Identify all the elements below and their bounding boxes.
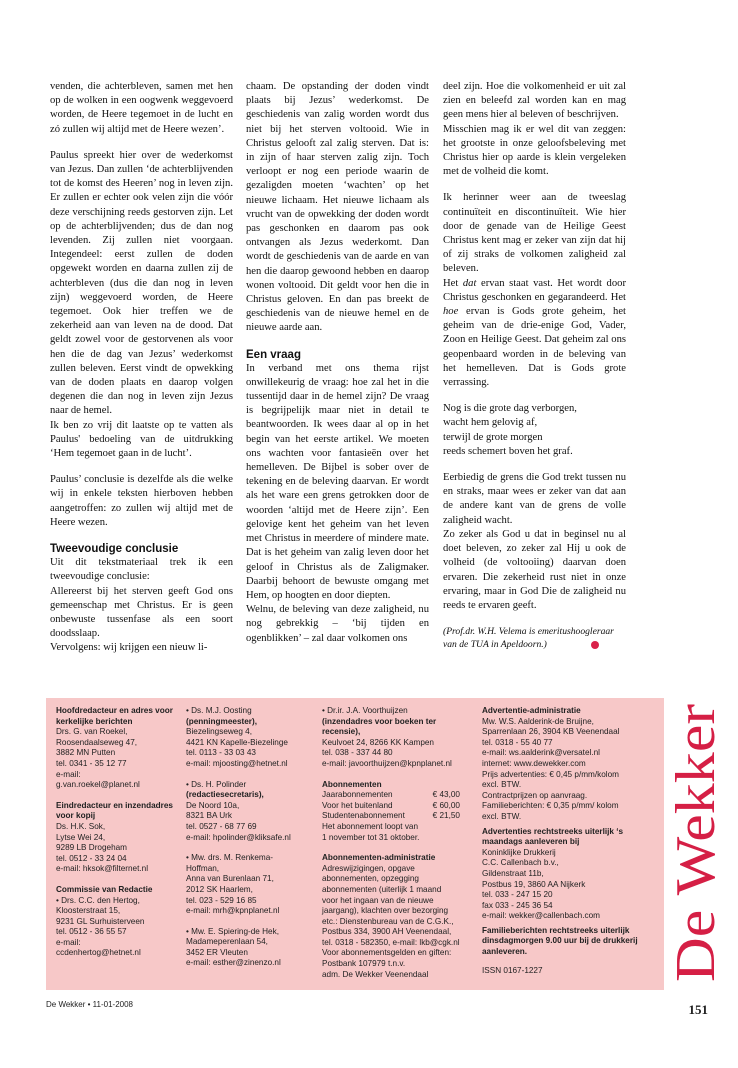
colophon-line: Keulvoet 24, 8266 KK Kampen <box>322 737 434 747</box>
price-value: € 60,00 <box>432 800 460 810</box>
colophon-line: Contractprijzen op aanvraag. <box>482 790 588 800</box>
colophon-email[interactable]: ccdenhertog@hetnet.nl <box>56 948 141 958</box>
colophon-block <box>186 853 316 917</box>
paragraph: Ik ben zo vrij dit laatste op te vatten als Paulus' bedoeling van de uitdrukking ‘Hem tegemoet gaan in de lucht’. <box>50 419 233 460</box>
colophon-column-4 <box>482 706 660 986</box>
paragraph: deel zijn. Hoe die volkomenheid er uit zal zien en beleefd zal worden kan en mag geen mens hier al beleven of beschrijven. <box>443 81 626 121</box>
paragraph: Zo zeker als God u dat in beginsel nu al doet beleven, zo zeker zal Hij u ook de volheid (de voltooiing) daarvan doen ervaren. Die zekerheid rust niet in onze ervaring, maar in God Die de zaligheid nu reeds te ervaren geeft. <box>443 528 626 611</box>
paragraph: In verband met ons thema rijst onwillekeurig de vraag: hoe zal het in die tussentijd daar in de hemel zijn? De vraag is begrijpelijk maar niet in detail te beantwoorden. Ik wees daar al op in het begin van het eerste artikel. We moeten ons wachten voor fantasieën over het hemelleven. De Bijbel is sober over de tekening en de beleving daarvan. Er wordt als het ware een grens getrokken door de woorden ‘altijd met de Heere zijn’. Een gelovige kent het geheim van het leven met Christus in meerdere of mindere mate. Dat is het geheim van zalig leven door het geloof in Christus als de Zaligmaker. Daarbij behoort de bewuste omgang met Hem, op hoogten en door diepten. <box>246 362 429 601</box>
colophon-role: (redactiesecretaris), <box>186 790 264 800</box>
colophon-column-1 <box>56 706 182 969</box>
colophon-line: Adreswijzigingen, opgave <box>322 863 415 873</box>
colophon-email[interactable]: e-mail: ws.aalderink@versatel.nl <box>482 748 600 758</box>
price-value: € 43,00 <box>432 790 460 800</box>
colophon-email[interactable]: e-mail: wekker@callenbach.com <box>482 911 600 921</box>
colophon-column-3 <box>322 706 476 990</box>
colophon-block <box>56 801 182 875</box>
colophon-line: Koninklijke Drukkerij <box>482 847 556 857</box>
colophon-line: 8321 BA Urk <box>186 811 232 821</box>
article-column-2 <box>246 80 429 646</box>
page-number: 151 <box>688 1002 708 1017</box>
poem <box>443 402 626 459</box>
colophon-line: 9289 LB Drogeham <box>56 843 128 853</box>
colophon-line: adm. De Wekker Veenendaal <box>322 969 429 979</box>
colophon-email[interactable]: e-mail: mjoosting@hetnet.nl <box>186 758 288 768</box>
text: ervan staat vast. Het wordt door Christus geschonken en gegarandeerd. Het <box>443 277 626 303</box>
poem-line: terwijl de grote morgen <box>443 431 543 443</box>
colophon-line: abonnementen, opzegging <box>322 874 419 884</box>
end-mark-icon <box>591 641 599 649</box>
colophon-line: 9231 GL Surhuisterveen <box>56 916 145 926</box>
colophon-line: tel. 038 - 337 44 80 <box>322 748 393 758</box>
colophon-line: tel. 0318 - 582350, e-mail: lkb@cgk.nl <box>322 937 460 947</box>
colophon-heading: Abonnementen-administratie <box>322 853 436 863</box>
colophon-block <box>482 926 660 976</box>
colophon-block <box>186 706 316 770</box>
de-wekker-logo <box>665 698 727 990</box>
logo-text: De Wekker <box>665 730 727 982</box>
colophon-heading: Advertenties rechtstreeks uiterlijk ‘s maandags aanleveren bij <box>482 826 624 847</box>
colophon-line: Postbus 334, 3900 AH Veenendaal, <box>322 927 452 937</box>
colophon-line: • Ds. H. Polinder <box>186 779 247 789</box>
colophon-heading: Hoofdredacteur en adres voor kerkelijke berichten <box>56 706 173 726</box>
colophon-line: 3452 ER Vleuten <box>186 947 248 957</box>
masthead-logo <box>665 698 727 990</box>
poem-line: Nog is die grote dag verborgen, <box>443 403 577 415</box>
colophon-block <box>322 706 476 770</box>
price-label: Voor het buitenland <box>322 800 393 810</box>
paragraph: chaam. De opstanding der doden vindt plaats bij Jezus’ wederkomst. De geschiedenis van zalig worden wordt dus niet bij het sterven voltooid. Wie in Christus gelooft zal zalig sterven. Dat is: in zijn of haar sterven zalig zijn. Toch verloopt er nog een periode waarin de gezaligden moeten ‘wachten’ op het nieuwe lichaam. Het nieuwe lichaam als vrucht van de opwekking der doden wordt pas geschonken en daarom pas ook ontvangen als Jezus wederkomt. Dan wordt de geschiedenis van de aarde en van hen die daarop gewoond hebben en daarop wonen voltooid. Dit geldt voor hen die in Christus geloven. En dan pas breekt de geschiedenis van de nieuwe hemel en de nieuwe aarde aan. <box>246 81 429 334</box>
colophon <box>46 698 664 990</box>
paragraph: Eerbiedig de grens die God trekt tussen nu en straks, maar wees er zeker van dat aan de andere kant van de grens de volle zaligheid wacht. <box>443 472 626 526</box>
colophon-line: fax 033 - 245 36 54 <box>482 900 553 910</box>
colophon-email[interactable]: e-mail: hksok@filternet.nl <box>56 864 149 874</box>
colophon-line: • Ds. M.J. Oosting <box>186 706 252 715</box>
colophon-email[interactable]: e-mail: esther@zinenzo.nl <box>186 958 281 968</box>
article-column-3 <box>443 80 626 651</box>
colophon-line: etc.: Dienstenbureau van de C.G.K., <box>322 916 454 926</box>
colophon-email[interactable]: e-mail: javoorthuijzen@kpnplanet.nl <box>322 758 452 768</box>
paragraph: Vervolgens: wij krijgen een nieuw li- <box>50 642 208 654</box>
price-label: Studentenabonnement <box>322 811 405 821</box>
emphasis: hoe <box>443 306 459 318</box>
paragraph: Misschien mag ik er wel dit van zeggen: het grootste in onze geloofsbeleving met Christus hier op aarde is klein vergeleken met de volheid die komt. <box>443 123 626 178</box>
paragraph: Welnu, de beleving van deze zaligheid, nu nog gebrekkig – ‘bij tijden en ogenblikken’ – zal daar volkomen ons <box>246 604 429 644</box>
colophon-email[interactable]: g.van.roekel@planet.nl <box>56 780 140 790</box>
section-heading: Tweevoudige conclusie <box>50 543 179 556</box>
colophon-block <box>186 927 316 969</box>
poem-line: wacht hem gelovig af, <box>443 417 538 429</box>
colophon-block <box>482 827 660 922</box>
colophon-line: Anna van Burenlaan 71, <box>186 874 274 884</box>
colophon-line: Gildenstraat 11b, <box>482 868 544 878</box>
colophon-email[interactable]: e-mail: mrh@kpnplanet.nl <box>186 906 280 916</box>
colophon-line: tel. 023 - 529 16 85 <box>186 895 257 905</box>
colophon-line: C.C. Callenbach b.v., <box>482 858 559 868</box>
section-heading: Een vraag <box>246 348 301 361</box>
colophon-line: jaargang), klachten over bezorging <box>322 906 449 916</box>
colophon-line: voor het ingaan van de nieuwe <box>322 895 434 905</box>
article-column-1 <box>50 80 233 656</box>
colophon-line: excl. BTW. <box>482 811 522 821</box>
colophon-website[interactable]: internet: www.dewekker.com <box>482 758 586 768</box>
colophon-block <box>322 780 476 844</box>
colophon-heading: Eindredacteur en inzendadres voor kopij <box>56 800 173 821</box>
paragraph: venden, die achterbleven, samen met hen op de wolken in een oogwenk weggevoerd worden, de Heere tegemoet in de lucht en zó zullen wij altijd met de Heere wezen’. <box>50 81 233 135</box>
colophon-line: Prijs advertenties: € 0,45 p/mm/kolom <box>482 769 619 779</box>
colophon-line: excl. BTW. <box>482 780 522 790</box>
colophon-line: • Mw. E. Spiering-de Hek, <box>186 926 279 936</box>
colophon-line: Postbus 19, 3860 AA Nijkerk <box>482 879 586 889</box>
colophon-block <box>322 853 476 980</box>
price-row <box>322 801 476 812</box>
paragraph <box>443 277 626 391</box>
colophon-line: Hoffman, <box>186 863 220 873</box>
price-value: € 21,50 <box>432 811 460 821</box>
colophon-line: Mw. W.S. Aalderink-de Bruijne, <box>482 716 594 726</box>
colophon-block <box>56 885 182 959</box>
author-note-text: (Prof.dr. W.H. Velema is emeritushoogleraar van de TUA in Apeldoorn.) <box>443 626 614 651</box>
paragraph: Allereerst bij het sterven geeft God ons gemeenschap met Christus. Er is geen onbewuste tussenfase als een soort doodsslaap. <box>50 585 233 640</box>
colophon-block <box>186 780 316 844</box>
price-row <box>322 790 476 801</box>
colophon-line: tel. 0113 - 33 03 43 <box>186 748 256 758</box>
colophon-line: tel. 0512 - 33 24 04 <box>56 853 127 863</box>
poem-line: reeds schemert boven het graf. <box>443 445 573 457</box>
colophon-line: tel. 0512 - 36 55 57 <box>56 927 127 937</box>
colophon-line: abonnementen (uiterlijk 1 maand <box>322 884 442 894</box>
issn: ISSN 0167-1227 <box>482 965 543 975</box>
colophon-line: • Mw. drs. M. Renkema- <box>186 853 274 863</box>
colophon-column-2 <box>186 706 316 979</box>
paragraph: Ik herinner weer aan de tweeslag continuïteit en discontinuïteit. Wie hier door de genade van de Heilige Geest Christus kent mag er zeker van zijn dat hij of zij straks de volkomen zaligheid zal beleven. <box>443 192 626 275</box>
colophon-line: Voor abonnementsgelden en giften: <box>322 948 452 958</box>
colophon-line: Biezelingseweg 4, <box>186 727 252 737</box>
colophon-line: e-mail: <box>56 769 81 779</box>
text: Het <box>443 277 463 289</box>
colophon-line: Het abonnement loopt van <box>322 821 419 831</box>
colophon-line: De Noord 10a, <box>186 800 240 810</box>
footer-issue-info: De Wekker • 11-01-2008 <box>46 1000 133 1009</box>
colophon-line: tel. 0341 - 35 12 77 <box>56 758 127 768</box>
colophon-line: • Drs. C.C. den Hertog, <box>56 895 140 905</box>
colophon-line: tel. 0318 - 55 40 77 <box>482 737 553 747</box>
text: ervan is Gods grote geheim, het geheim van de drie-enige God, Vader, Zoon en Heilige Geest. Dat geheim zal ons geopenbaard worden in de beleving van het hemelleven. Dat is Gods grote verrassing. <box>443 306 626 389</box>
colophon-line: 4421 KN Kapelle-Biezelinge <box>186 737 288 747</box>
colophon-role: (inzendadres voor boeken ter recensie), <box>322 716 437 737</box>
colophon-role: (penningmeester), <box>186 716 257 726</box>
colophon-line: tel. 0527 - 68 77 69 <box>186 821 257 831</box>
price-label: Jaarabonnementen <box>322 790 393 800</box>
colophon-line: Sparrenlaan 26, 3904 KB Veenendaal <box>482 727 620 737</box>
colophon-heading: Familieberichten rechtstreeks uiterlijk dinsdagmorgen 9.00 uur bij de drukkerij aanleveren. <box>482 925 638 957</box>
colophon-line: 2012 SK Haarlem, <box>186 884 253 894</box>
colophon-line: Ds. H.K. Sok, <box>56 821 106 831</box>
colophon-line: Drs. G. van Roekel, <box>56 727 128 737</box>
colophon-line: Roosendaalseweg 47, <box>56 737 138 747</box>
colophon-email[interactable]: e-mail: hpolinder@kliksafe.nl <box>186 832 291 842</box>
emphasis: dat <box>462 277 477 289</box>
colophon-line: Madameperenlaan 54, <box>186 937 268 947</box>
colophon-heading: Advertentie-administratie <box>482 706 581 715</box>
paragraph: Paulus’ conclusie is dezelfde als die welke wij in enkele teksten hierboven hebben aangetroffen: zo zullen wij altijd met de Heere wezen. <box>50 474 233 528</box>
colophon-line: 3882 MN Putten <box>56 748 116 758</box>
colophon-line: e-mail: <box>56 937 81 947</box>
colophon-line: tel. 033 - 247 15 20 <box>482 890 553 900</box>
colophon-heading: Commissie van Redactie <box>56 884 153 894</box>
colophon-block <box>56 706 182 791</box>
colophon-line: Postbank 107979 t.n.v. <box>322 959 406 969</box>
price-row <box>322 811 476 822</box>
colophon-line: Familieberichten: € 0,35 p/mm/ kolom <box>482 801 619 811</box>
colophon-line: 1 november tot 31 oktober. <box>322 832 420 842</box>
colophon-line: Lytse Wei 24, <box>56 832 106 842</box>
colophon-line: • Dr.ir. J.A. Voorthuijzen <box>322 706 408 715</box>
colophon-line: Kloosterstraat 15, <box>56 906 121 916</box>
author-note <box>443 625 626 651</box>
colophon-block <box>482 706 660 823</box>
paragraph: Paulus spreekt hier over de wederkomst van Jezus. Dan zullen ‘de achterblijvenden tot de komst des Heeren’ nog in leven zijn. Er zullen er echter ook velen zijn die vóór deze verschijning reeds gestorven zijn. Let op de achterblijvenden; dus de dan nog levenden. Zij zullen niet voorgaan. Integendeel: eerst zullen de doden opgewekt worden en daarna zullen zij de achterbleven (dus die dan nog in leven zijn) weggevoerd worden, de Heere tegemoet. Ook hier treffen we de zekerheid aan van leven na de dood. Dat geldt zowel voor de gestorvenen als voor hen die de dag van Jezus’ wederkomst zullen beleven. Eerst vindt de opwekking van de doden plaats en daarop volgen degenen die dan nog in leven zijn Jezus naar de hemel. <box>50 149 233 417</box>
colophon-heading: Abonnementen <box>322 779 382 789</box>
paragraph: Uit dit tekstmateriaal trek ik een tweevoudige conclusie: <box>50 557 233 583</box>
